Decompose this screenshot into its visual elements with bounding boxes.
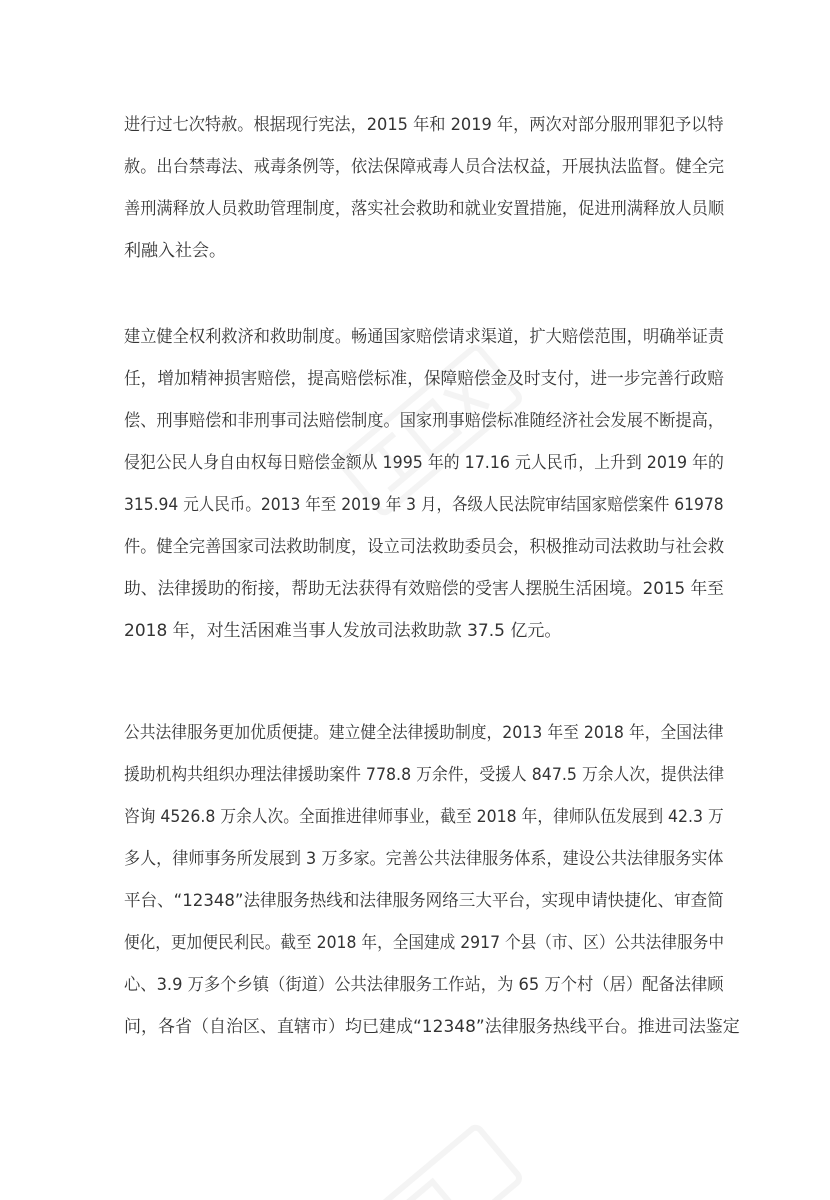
text-line: 进行过七次特赦。根据现行宪法，2015 年和 2019 年，两次对部分服刑罪犯予以特 [124, 115, 724, 135]
watermark-stamp-icon [300, 1080, 560, 1200]
paragraph-amnesty [124, 104, 724, 272]
text-line: 问，各省（自治区、直辖市）均已建成“12348”法律服务热线平台。推进司法鉴定 [124, 1017, 740, 1037]
text-line: 心、3.9 万多个乡镇（街道）公共法律服务工作站，为 65 万个村（居）配备法律顾 [124, 975, 724, 995]
text-line: 侵犯公民人身自由权每日赔偿金额从 1995 年的 17.16 元人民币，上升到 2019 年的 [124, 453, 724, 473]
paragraph-compensation [124, 316, 724, 652]
text-line: 多人，律师事务所发展到 3 万多家。完善公共法律服务体系，建设公共法律服务实体 [124, 849, 724, 869]
paragraph-legal-services [124, 712, 740, 1048]
text-line: 赦。出台禁毒法、戒毒条例等，依法保障戒毒人员合法权益，开展执法监督。健全完 [124, 157, 725, 177]
text-line: 315.94 元人民币。2013 年至 2019 年 3 月，各级人民法院审结国家赔偿案件 61978 [124, 495, 724, 515]
text-line: 建立健全权利救济和救助制度。畅通国家赔偿请求渠道，扩大赔偿范围，明确举证责 [124, 327, 725, 347]
text-line: 助、法律援助的衔接，帮助无法获得有效赔偿的受害人摆脱生活困境。2015 年至 [124, 579, 724, 599]
text-line: 咨询 4526.8 万余人次。全面推进律师事业，截至 2018 年，律师队伍发展到 42.3 万 [124, 807, 724, 827]
text-line: 公共法律服务更加优质便捷。建立健全法律援助制度，2013 年至 2018 年，全国法律 [124, 723, 724, 743]
text-line: 2018 年，对生活困难当事人发放司法救助款 37.5 亿元。 [124, 621, 562, 641]
text-line: 援助机构共组织办理法律援助案件 778.8 万余件，受援人 847.5 万余人次，提供法律 [124, 765, 725, 785]
text-line: 平台、“12348”法律服务热线和法律服务网络三大平台，实现申请快捷化、审查简 [124, 891, 724, 911]
text-line: 便化，更加便民利民。截至 2018 年，全国建成 2917 个县（市、区）公共法律服务中 [124, 933, 724, 953]
text-line: 偿、刑事赔偿和非刑事司法赔偿制度。国家刑事赔偿标准随经济社会发展不断提高， [124, 411, 725, 431]
text-line: 利融入社会。 [124, 241, 226, 261]
text-line: 任，增加精神损害赔偿，提高赔偿标准，保障赔偿金及时支付，进一步完善行政赔 [124, 369, 724, 389]
text-line: 件。健全完善国家司法救助制度，设立司法救助委员会，积极推动司法救助与社会救 [124, 537, 725, 557]
text-line: 善刑满释放人员救助管理制度，落实社会救助和就业安置措施，促进刑满释放人员顺 [124, 199, 725, 219]
